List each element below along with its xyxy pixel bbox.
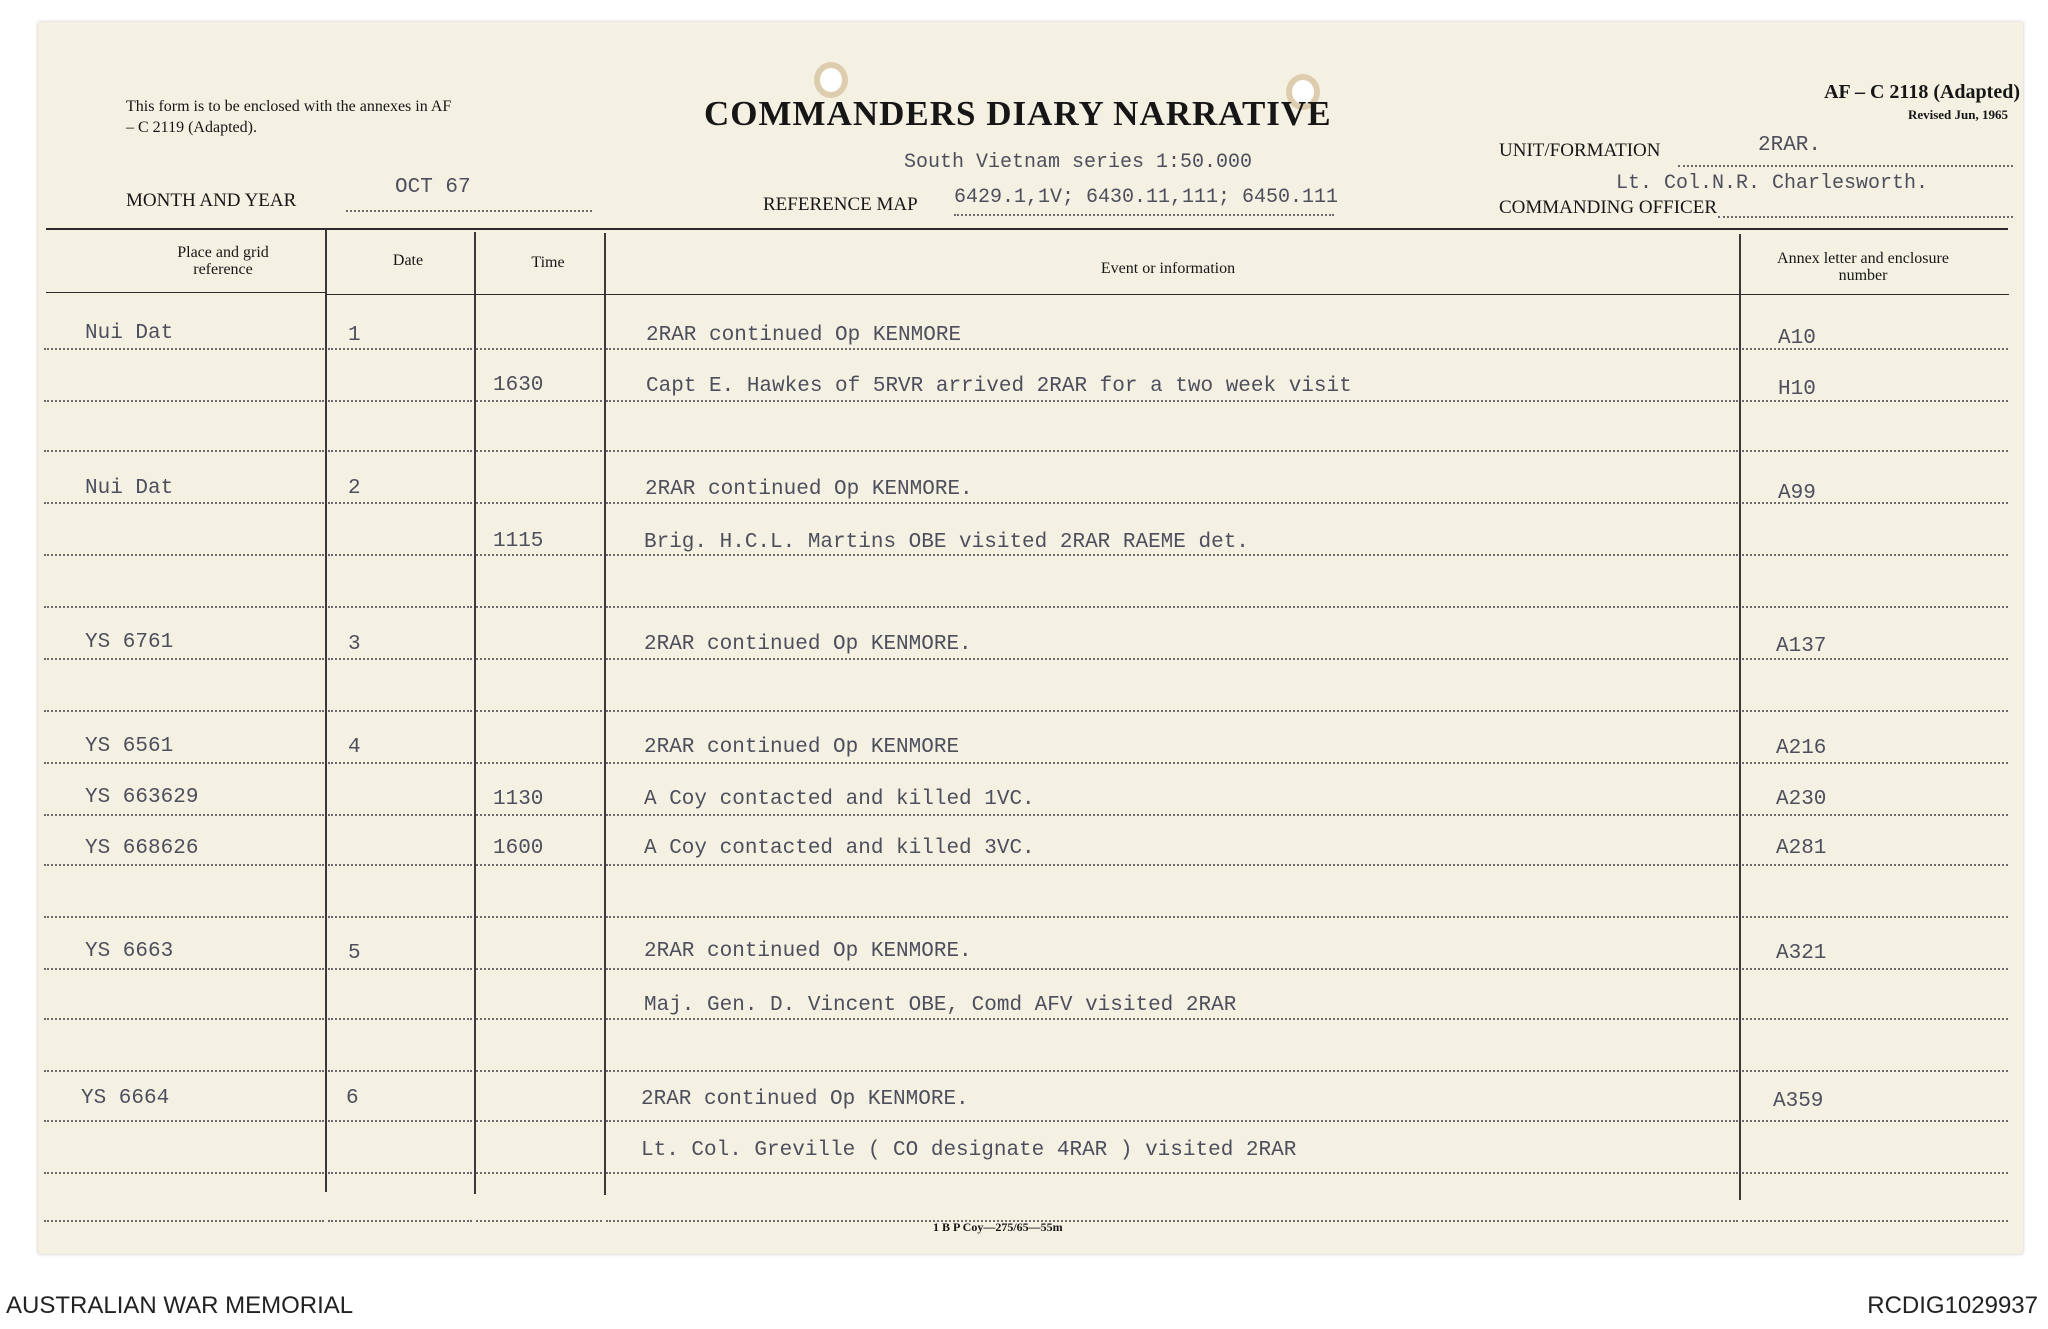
print-code: 1 B P Coy—275/65—55m — [933, 1220, 1063, 1234]
row-event: 2RAR continued Op KENMORE. — [644, 940, 972, 963]
commanding-officer-value: Lt. Col.N.R. Charlesworth. — [1616, 172, 1929, 195]
ruled-line — [1742, 502, 2008, 504]
row-event: Capt E. Hawkes of 5RVR arrived 2RAR for a two week visit — [646, 375, 1352, 398]
reference-map-value: 6429.1,1V; 6430.11,111; 6450.111 — [954, 186, 1339, 209]
column-header-date: Date — [392, 252, 424, 269]
row-event: A Coy contacted and killed 3VC. — [644, 837, 1035, 860]
ruled-line — [44, 1120, 324, 1122]
ruled-line — [44, 554, 324, 556]
ruled-line — [606, 502, 1738, 504]
ruled-line — [476, 1172, 602, 1174]
column-header-annex: Annex letter and enclosure number — [1777, 250, 1949, 284]
ruled-line — [328, 502, 472, 504]
month-year-label: MONTH AND YEAR — [126, 190, 297, 211]
row-place: Nui Dat — [85, 322, 174, 345]
row-date: 3 — [348, 633, 361, 656]
ruled-line — [606, 1018, 1738, 1020]
ruled-line — [1742, 1120, 2008, 1122]
row-event: Maj. Gen. D. Vincent OBE, Comd AFV visited 2RAR — [644, 994, 1237, 1017]
ruled-line — [476, 1120, 602, 1122]
row-event: 2RAR continued Op KENMORE — [644, 736, 960, 759]
row-date: 2 — [348, 477, 361, 500]
ruled-line — [328, 606, 472, 608]
ruled-line — [476, 968, 602, 970]
ruled-line — [44, 710, 324, 712]
ruled-line — [1742, 814, 2008, 816]
ruled-line — [476, 762, 602, 764]
ruled-line — [606, 658, 1738, 660]
row-time: 1130 — [493, 788, 544, 811]
ruled-line — [328, 1172, 472, 1174]
ruled-line — [606, 450, 1738, 452]
ruled-line — [328, 1220, 472, 1222]
ruled-line — [476, 400, 602, 402]
ruled-line — [606, 968, 1738, 970]
ruled-line — [476, 502, 602, 504]
row-event: A Coy contacted and killed 1VC. — [644, 788, 1035, 811]
month-year-value: OCT 67 — [395, 176, 471, 199]
ruled-line — [328, 762, 472, 764]
ruled-line — [606, 1220, 1738, 1222]
row-event: 2RAR continued Op KENMORE — [646, 324, 962, 347]
ruled-line — [328, 450, 472, 452]
ruled-line — [1742, 1172, 2008, 1174]
ruled-line — [328, 864, 472, 866]
ruled-line — [328, 554, 472, 556]
ruled-line — [476, 1070, 602, 1072]
row-annex: A99 — [1778, 482, 1816, 505]
ruled-line — [44, 400, 324, 402]
ruled-line — [606, 554, 1738, 556]
ruled-line — [476, 606, 602, 608]
row-place: YS 6664 — [81, 1087, 170, 1110]
ruled-line — [44, 814, 324, 816]
revised-date: Revised Jun, 1965 — [1907, 107, 2008, 122]
ruled-line — [328, 1120, 472, 1122]
row-event: 2RAR continued Op KENMORE. — [641, 1088, 969, 1111]
ruled-line — [44, 762, 324, 764]
ruled-line — [44, 348, 324, 350]
row-date: 1 — [348, 324, 361, 347]
diary-form-sheet — [38, 22, 2023, 1254]
ruled-line — [606, 710, 1738, 712]
row-date: 6 — [346, 1087, 359, 1110]
ruled-line — [44, 658, 324, 660]
row-annex: A321 — [1776, 942, 1827, 965]
ruled-line — [476, 1220, 602, 1222]
ruled-line — [328, 348, 472, 350]
ruled-line — [476, 658, 602, 660]
ruled-line — [476, 554, 602, 556]
ruled-line — [1742, 762, 2008, 764]
row-event: 2RAR continued Op KENMORE. — [645, 478, 973, 501]
ruled-line — [44, 1172, 324, 1174]
column-header-event: Event or information — [1100, 260, 1236, 277]
ruled-line — [44, 606, 324, 608]
ruled-line — [476, 1018, 602, 1020]
ruled-line — [1742, 968, 2008, 970]
ruled-line — [476, 450, 602, 452]
footer-record-id: RCDIG1029937 — [1867, 1292, 2038, 1319]
ruled-line — [44, 916, 324, 918]
row-annex: A281 — [1776, 837, 1827, 860]
ruled-line — [328, 400, 472, 402]
ruled-line — [476, 710, 602, 712]
ruled-line — [44, 1070, 324, 1072]
column-header-place: Place and grid reference — [177, 244, 269, 278]
footer-institution: AUSTRALIAN WAR MEMORIAL — [6, 1292, 354, 1319]
row-place: YS 6561 — [85, 735, 174, 758]
ruled-line — [328, 710, 472, 712]
row-time: 1115 — [493, 530, 544, 553]
ruled-line — [606, 916, 1738, 918]
reference-map-label: REFERENCE MAP — [763, 194, 918, 215]
ruled-line — [1742, 658, 2008, 660]
form-notice: This form is to be enclosed with the annexes in AF – C 2119 (Adapted). — [126, 98, 452, 136]
row-event: Lt. Col. Greville ( CO designate 4RAR ) visited 2RAR — [641, 1139, 1297, 1162]
ruled-line — [328, 1070, 472, 1072]
ruled-line — [1742, 606, 2008, 608]
ruled-line — [1742, 916, 2008, 918]
row-annex: A10 — [1778, 327, 1816, 350]
row-place: YS 668626 — [85, 837, 199, 860]
row-annex: A359 — [1773, 1090, 1824, 1113]
ruled-line — [44, 864, 324, 866]
ruled-line — [44, 450, 324, 452]
ruled-line — [44, 1018, 324, 1020]
ruled-line — [1742, 1070, 2008, 1072]
ruled-line — [1742, 1220, 2008, 1222]
ruled-line — [44, 1220, 324, 1222]
ruled-line — [606, 762, 1738, 764]
ruled-line — [606, 1120, 1738, 1122]
column-header-time: Time — [531, 254, 565, 271]
row-event: 2RAR continued Op KENMORE. — [644, 633, 972, 656]
map-series-value: South Vietnam series 1:50.000 — [904, 151, 1253, 174]
unit-formation-value: 2RAR. — [1758, 134, 1822, 157]
commanding-officer-label: COMMANDING OFFICER — [1499, 197, 1717, 218]
form-code: AF – C 2118 (Adapted) — [1824, 81, 2020, 103]
ruled-line — [328, 916, 472, 918]
ruled-line — [1742, 554, 2008, 556]
row-date: 5 — [348, 942, 361, 965]
ruled-line — [606, 1172, 1738, 1174]
row-place: YS 6663 — [85, 940, 174, 963]
ruled-line — [44, 968, 324, 970]
row-event: Brig. H.C.L. Martins OBE visited 2RAR RAEME det. — [644, 531, 1249, 554]
ruled-line — [476, 814, 602, 816]
row-place: YS 6761 — [85, 631, 174, 654]
ruled-line — [1742, 400, 2008, 402]
ruled-line — [1742, 864, 2008, 866]
unit-formation-label: UNIT/FORMATION — [1499, 140, 1661, 161]
ruled-line — [476, 864, 602, 866]
ruled-line — [1742, 710, 2008, 712]
row-annex: H10 — [1778, 378, 1816, 401]
ruled-line — [44, 502, 324, 504]
table-top-rule — [46, 228, 2008, 230]
row-annex: A216 — [1776, 737, 1827, 760]
ruled-line — [606, 1070, 1738, 1072]
ruled-line — [328, 1018, 472, 1020]
ruled-line — [1742, 450, 2008, 452]
ruled-line — [476, 348, 602, 350]
row-place: Nui Dat — [85, 477, 174, 500]
ruled-line — [606, 348, 1738, 350]
ruled-line — [606, 400, 1738, 402]
ruled-line — [1742, 348, 2008, 350]
row-annex: A230 — [1776, 788, 1827, 811]
row-place: YS 663629 — [85, 786, 199, 809]
ruled-line — [328, 968, 472, 970]
form-title: COMMANDERS DIARY NARRATIVE — [704, 94, 1332, 133]
ruled-line — [606, 864, 1738, 866]
row-date: 4 — [348, 736, 361, 759]
ruled-line — [1742, 1018, 2008, 1020]
ruled-line — [606, 606, 1738, 608]
punch-hole-left — [820, 68, 842, 92]
row-time: 1630 — [493, 374, 544, 397]
row-annex: A137 — [1776, 635, 1827, 658]
row-time: 1600 — [493, 837, 544, 860]
ruled-line — [328, 814, 472, 816]
ruled-line — [476, 916, 602, 918]
ruled-line — [328, 658, 472, 660]
ruled-line — [606, 814, 1738, 816]
